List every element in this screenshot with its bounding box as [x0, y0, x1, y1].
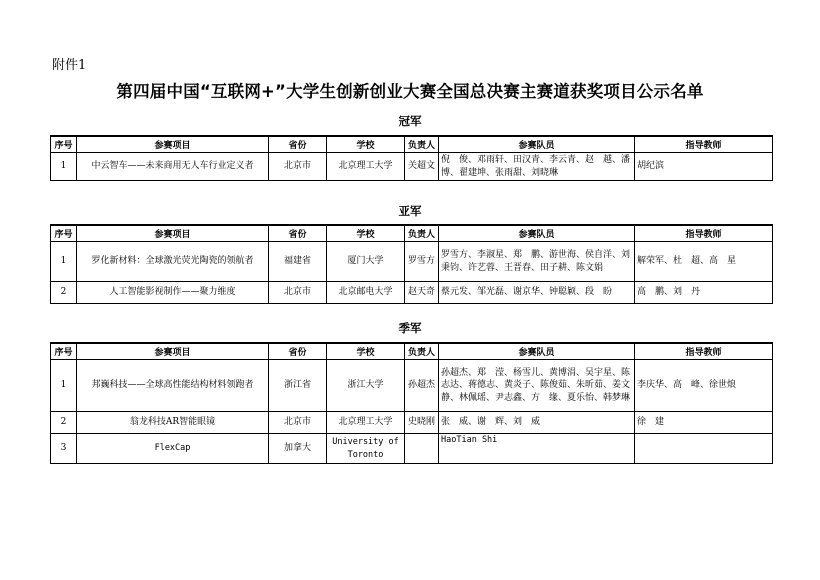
attachment-label: 附件1 — [52, 58, 87, 73]
header-province: 省份 — [269, 225, 327, 242]
cell-project: 翁龙科技AR智能眼镜 — [77, 412, 269, 434]
cell-school: 浙江大学 — [327, 360, 405, 412]
cell-members: 张 威、谢 辉、刘 威 — [439, 412, 635, 434]
header-no: 序号 — [51, 225, 77, 242]
cell-leader: 孙超杰 — [405, 360, 439, 412]
cell-no: 1 — [51, 153, 77, 181]
header-advisors: 指导教师 — [635, 225, 773, 242]
table-header-row — [51, 225, 773, 242]
document-title: 第四届中国“互联网+”大学生创新创业大赛全国总决赛主赛道获奖项目公示名单 — [116, 82, 704, 101]
cell-advisors: 胡纪滨 — [635, 153, 773, 181]
cell-leader: 关超文 — [405, 153, 439, 181]
cell-leader — [405, 434, 439, 464]
cell-leader: 赵天奇 — [405, 282, 439, 304]
header-project: 参赛项目 — [77, 343, 269, 360]
cell-school: University of Toronto — [327, 434, 405, 464]
cell-members: 孙超杰、郑 滢、杨雪儿、黄博涓、吴宇星、陈志达、蒋德志、黄炎子、陈俊茹、朱昕茹、姜文静、林佩瑶、尹志鑫、方 缘、夏乐怡、韩梦琳 — [439, 360, 635, 412]
header-leader: 负责人 — [405, 225, 439, 242]
cell-project: 中云智车——未来商用无人车行业定义者 — [77, 153, 269, 181]
table-header-row — [51, 343, 773, 360]
cell-province: 北京市 — [269, 282, 327, 304]
table-row — [51, 282, 773, 304]
header-province: 省份 — [269, 136, 327, 153]
cell-project: FlexCap — [77, 434, 269, 464]
header-no: 序号 — [51, 136, 77, 153]
cell-no: 3 — [51, 434, 77, 464]
cell-no: 2 — [51, 282, 77, 304]
cell-advisors: 解荣军、杜 超、高 星 — [635, 242, 773, 282]
section-title-runner-up: 亚军 — [398, 204, 422, 218]
cell-province: 北京市 — [269, 153, 327, 181]
table-champion — [50, 135, 773, 181]
cell-members: HaoTian Shi — [439, 434, 635, 464]
cell-school: 北京理工大学 — [327, 412, 405, 434]
table-third-place — [50, 342, 773, 464]
table-header-row — [51, 136, 773, 153]
header-members: 参赛队员 — [439, 343, 635, 360]
header-members: 参赛队员 — [439, 136, 635, 153]
cell-no: 1 — [51, 242, 77, 282]
cell-no: 2 — [51, 412, 77, 434]
header-project: 参赛项目 — [77, 136, 269, 153]
section-title-champion: 冠军 — [398, 114, 422, 128]
cell-advisors: 李庆华、高 峰、徐世烺 — [635, 360, 773, 412]
header-advisors: 指导教师 — [635, 343, 773, 360]
header-no: 序号 — [51, 343, 77, 360]
cell-advisors: 徐 建 — [635, 412, 773, 434]
cell-project: 人工智能影视制作——聚力维度 — [77, 282, 269, 304]
cell-school: 北京邮电大学 — [327, 282, 405, 304]
header-school: 学校 — [327, 136, 405, 153]
cell-no: 1 — [51, 360, 77, 412]
table-row — [51, 412, 773, 434]
cell-leader: 罗雪方 — [405, 242, 439, 282]
header-advisors: 指导教师 — [635, 136, 773, 153]
cell-members: 蔡元发、邹光磊、谢京华、钟聪颖、段 盼 — [439, 282, 635, 304]
header-leader: 负责人 — [405, 136, 439, 153]
cell-advisors — [635, 434, 773, 464]
table-row — [51, 153, 773, 181]
cell-advisors: 高 鹏、刘 丹 — [635, 282, 773, 304]
header-leader: 负责人 — [405, 343, 439, 360]
cell-project: 罗化新材料：全球激光荧光陶瓷的领航者 — [77, 242, 269, 282]
header-school: 学校 — [327, 343, 405, 360]
cell-members: 倪 俊、邓雨轩、田汉青、李云青、赵 越、潘 博、翟建坤、张雨甜、刘晓琳 — [439, 153, 635, 181]
table-runner-up — [50, 224, 773, 304]
cell-project: 邦巍科技——全球高性能结构材料领跑者 — [77, 360, 269, 412]
section-title-third-place: 季军 — [398, 321, 422, 335]
header-members: 参赛队员 — [439, 225, 635, 242]
table-row — [51, 360, 773, 412]
cell-leader: 史晓刚 — [405, 412, 439, 434]
cell-province: 福建省 — [269, 242, 327, 282]
cell-members: 罗雪方、李淑星、郑 鹏、游世海、侯自洋、刘秉钧、许艺蓉、王晋春、田子耕、陈文娟 — [439, 242, 635, 282]
cell-province: 加拿大 — [269, 434, 327, 464]
cell-province: 浙江省 — [269, 360, 327, 412]
header-province: 省份 — [269, 343, 327, 360]
cell-school: 北京理工大学 — [327, 153, 405, 181]
cell-school: 厦门大学 — [327, 242, 405, 282]
table-row — [51, 434, 773, 464]
cell-province: 北京市 — [269, 412, 327, 434]
header-school: 学校 — [327, 225, 405, 242]
table-row — [51, 242, 773, 282]
header-project: 参赛项目 — [77, 225, 269, 242]
